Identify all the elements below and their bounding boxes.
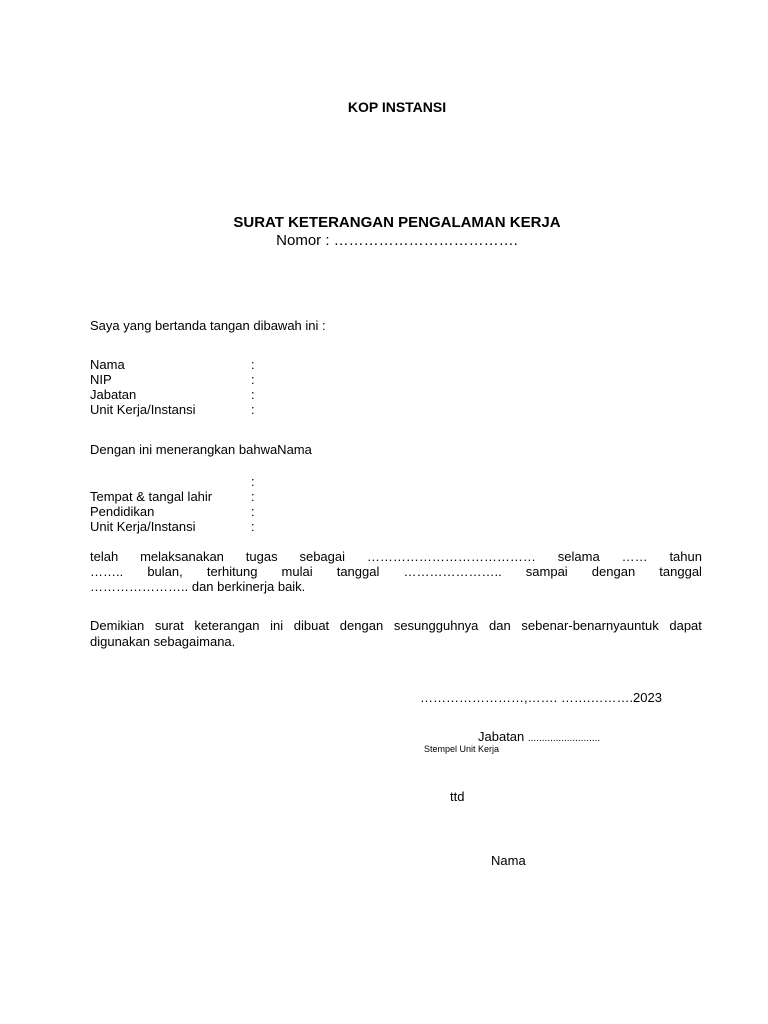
position-label: Jabatan xyxy=(478,729,528,744)
document-number: Nomor : ………………………………. xyxy=(276,232,518,249)
word: Demikian xyxy=(90,618,145,633)
word: tanggal xyxy=(659,564,702,579)
field-colon: : xyxy=(251,519,255,534)
word: telah xyxy=(90,549,119,564)
word: …….. xyxy=(90,564,124,579)
word: mulai xyxy=(281,564,313,579)
field-colon: : xyxy=(251,387,255,402)
word: tugas xyxy=(245,549,278,564)
word: melaksanakan xyxy=(140,549,224,564)
field-label-nama: Nama xyxy=(90,357,125,372)
position-placeholder: .......................... xyxy=(527,733,601,744)
body-paragraph xyxy=(90,549,702,594)
paragraph-line xyxy=(90,549,702,564)
intro-text: Saya yang bertanda tangan dibawah ini : xyxy=(90,318,326,333)
field-label-tempat-tanggal-lahir: Tempat & tangal lahir xyxy=(90,489,213,504)
closing-paragraph xyxy=(90,618,702,649)
word: dengan xyxy=(591,564,636,579)
paragraph-line: ………………….. dan berkinerja baik. xyxy=(90,579,306,594)
word: ………………………………… xyxy=(366,549,536,564)
field-label-pendidikan: Pendidikan xyxy=(90,504,155,519)
word: sesungguhnya xyxy=(393,618,479,633)
word: ………………….. xyxy=(403,564,502,579)
word: tanggal xyxy=(336,564,380,579)
field-label-jabatan: Jabatan xyxy=(90,387,137,402)
field-colon: : xyxy=(251,504,255,519)
word: sampai xyxy=(525,564,568,579)
field-label-nip: NIP xyxy=(90,372,112,387)
paragraph-line: digunakan sebagaimana. xyxy=(90,634,236,649)
document-title: SURAT KETERANGAN PENGALAMAN KERJA xyxy=(233,214,561,231)
field-colon: : xyxy=(251,372,255,387)
word: dapat xyxy=(669,618,702,633)
word: sebagai xyxy=(299,549,346,564)
field-colon: : xyxy=(251,402,255,417)
field-label-unit-kerja: Unit Kerja/Instansi xyxy=(90,519,196,534)
signer-name: Nama xyxy=(491,853,526,868)
signature-mark: ttd xyxy=(450,789,465,804)
word: surat xyxy=(154,618,184,633)
field-label-unit-kerja: Unit Kerja/Instansi xyxy=(90,402,196,417)
word: dibuat xyxy=(293,618,330,633)
field-colon: : xyxy=(251,474,255,489)
signature-date: ……………………,……. …….……….2023 xyxy=(420,690,662,705)
signature-position xyxy=(478,730,600,744)
word: dan xyxy=(489,618,511,633)
statement-text: Dengan ini menerangkan bahwaNama xyxy=(90,442,312,457)
word: ini xyxy=(270,618,284,633)
word: sebenar-benarnyauntuk xyxy=(521,618,659,633)
field-colon: : xyxy=(251,489,255,504)
word: bulan, xyxy=(147,564,183,579)
word: …… xyxy=(621,549,648,564)
word: keterangan xyxy=(194,618,260,633)
paragraph-line xyxy=(90,564,702,579)
word: selama xyxy=(557,549,600,564)
word: dengan xyxy=(339,618,384,633)
field-colon: : xyxy=(251,357,255,372)
word: tahun xyxy=(669,549,702,564)
word: terhitung xyxy=(206,564,258,579)
paragraph-line xyxy=(90,618,702,634)
letterhead-title: KOP INSTANSI xyxy=(347,99,447,115)
stamp-note: Stempel Unit Kerja xyxy=(424,744,500,754)
